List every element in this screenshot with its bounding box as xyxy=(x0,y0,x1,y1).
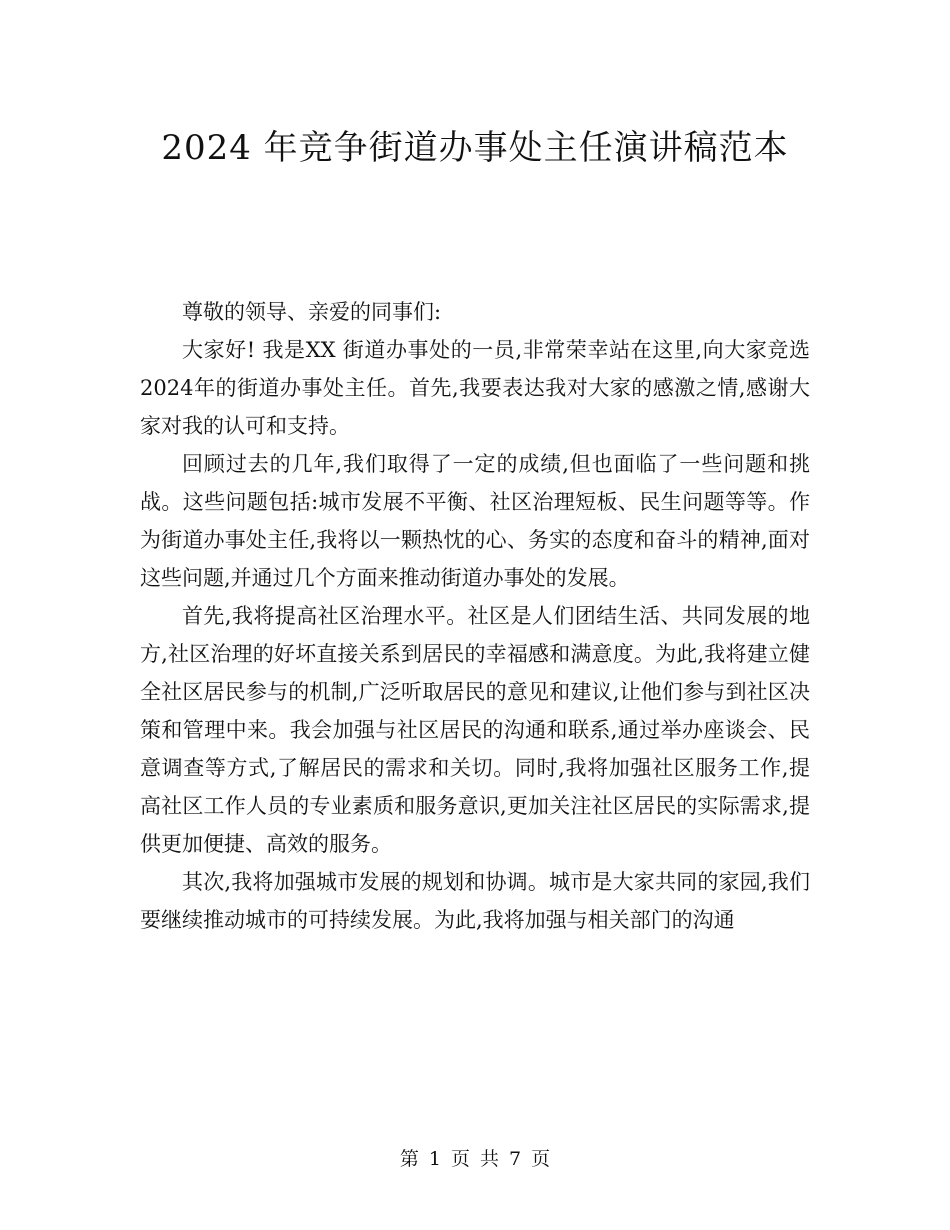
paragraph-review: 回顾过去的几年,我们取得了一定的成绩,但也面临了一些问题和挑战。这些问题包括:城市发展不平衡、社区治理短板、民生问题等等。作为街道办事处主任,我将以一颗热忱的心、务实的态度和奋斗的精神,面对这些问题,并通过几个方面来推动街道办事处的发展。 xyxy=(140,452,810,590)
page-title: 2024 年竞争街道办事处主任演讲稿范本 xyxy=(161,128,789,168)
page-number-footer: 第 1 页 共 7 页 xyxy=(399,1148,551,1170)
paragraph-community-governance: 首先,我将提高社区治理水平。社区是人们团结生活、共同发展的地方,社区治理的好坏直接关系到居民的幸福感和满意度。为此,我将建立健全社区居民参与的机制,广泛听取居民的意见和建议,让他们参与到社区决策和管理中来。我会加强与社区居民的沟通和联系,通过举办座谈会、民意调查等方式,了解居民的需求和关切。同时,我将加强社区服务工作,提高社区工作人员的专业素质和服务意识,更加关注社区居民的实际需求,提供更加便捷、高效的服务。 xyxy=(140,604,810,856)
paragraph-salutation: 尊敬的领导、亲爱的同事们: xyxy=(182,300,442,324)
paragraph-greeting: 大家好! 我是XX 街道办事处的一员,非常荣幸站在这里,向大家竞选2024年的街道办事处主任。首先,我要表达我对大家的感激之情,感谢大家对我的认可和支持。 xyxy=(140,338,810,438)
document-body xyxy=(140,293,810,939)
paragraph-urban-planning: 其次,我将加强城市发展的规划和协调。城市是大家共同的家园,我们要继续推动城市的可持续发展。为此,我将加强与相关部门的沟通 xyxy=(140,870,810,932)
